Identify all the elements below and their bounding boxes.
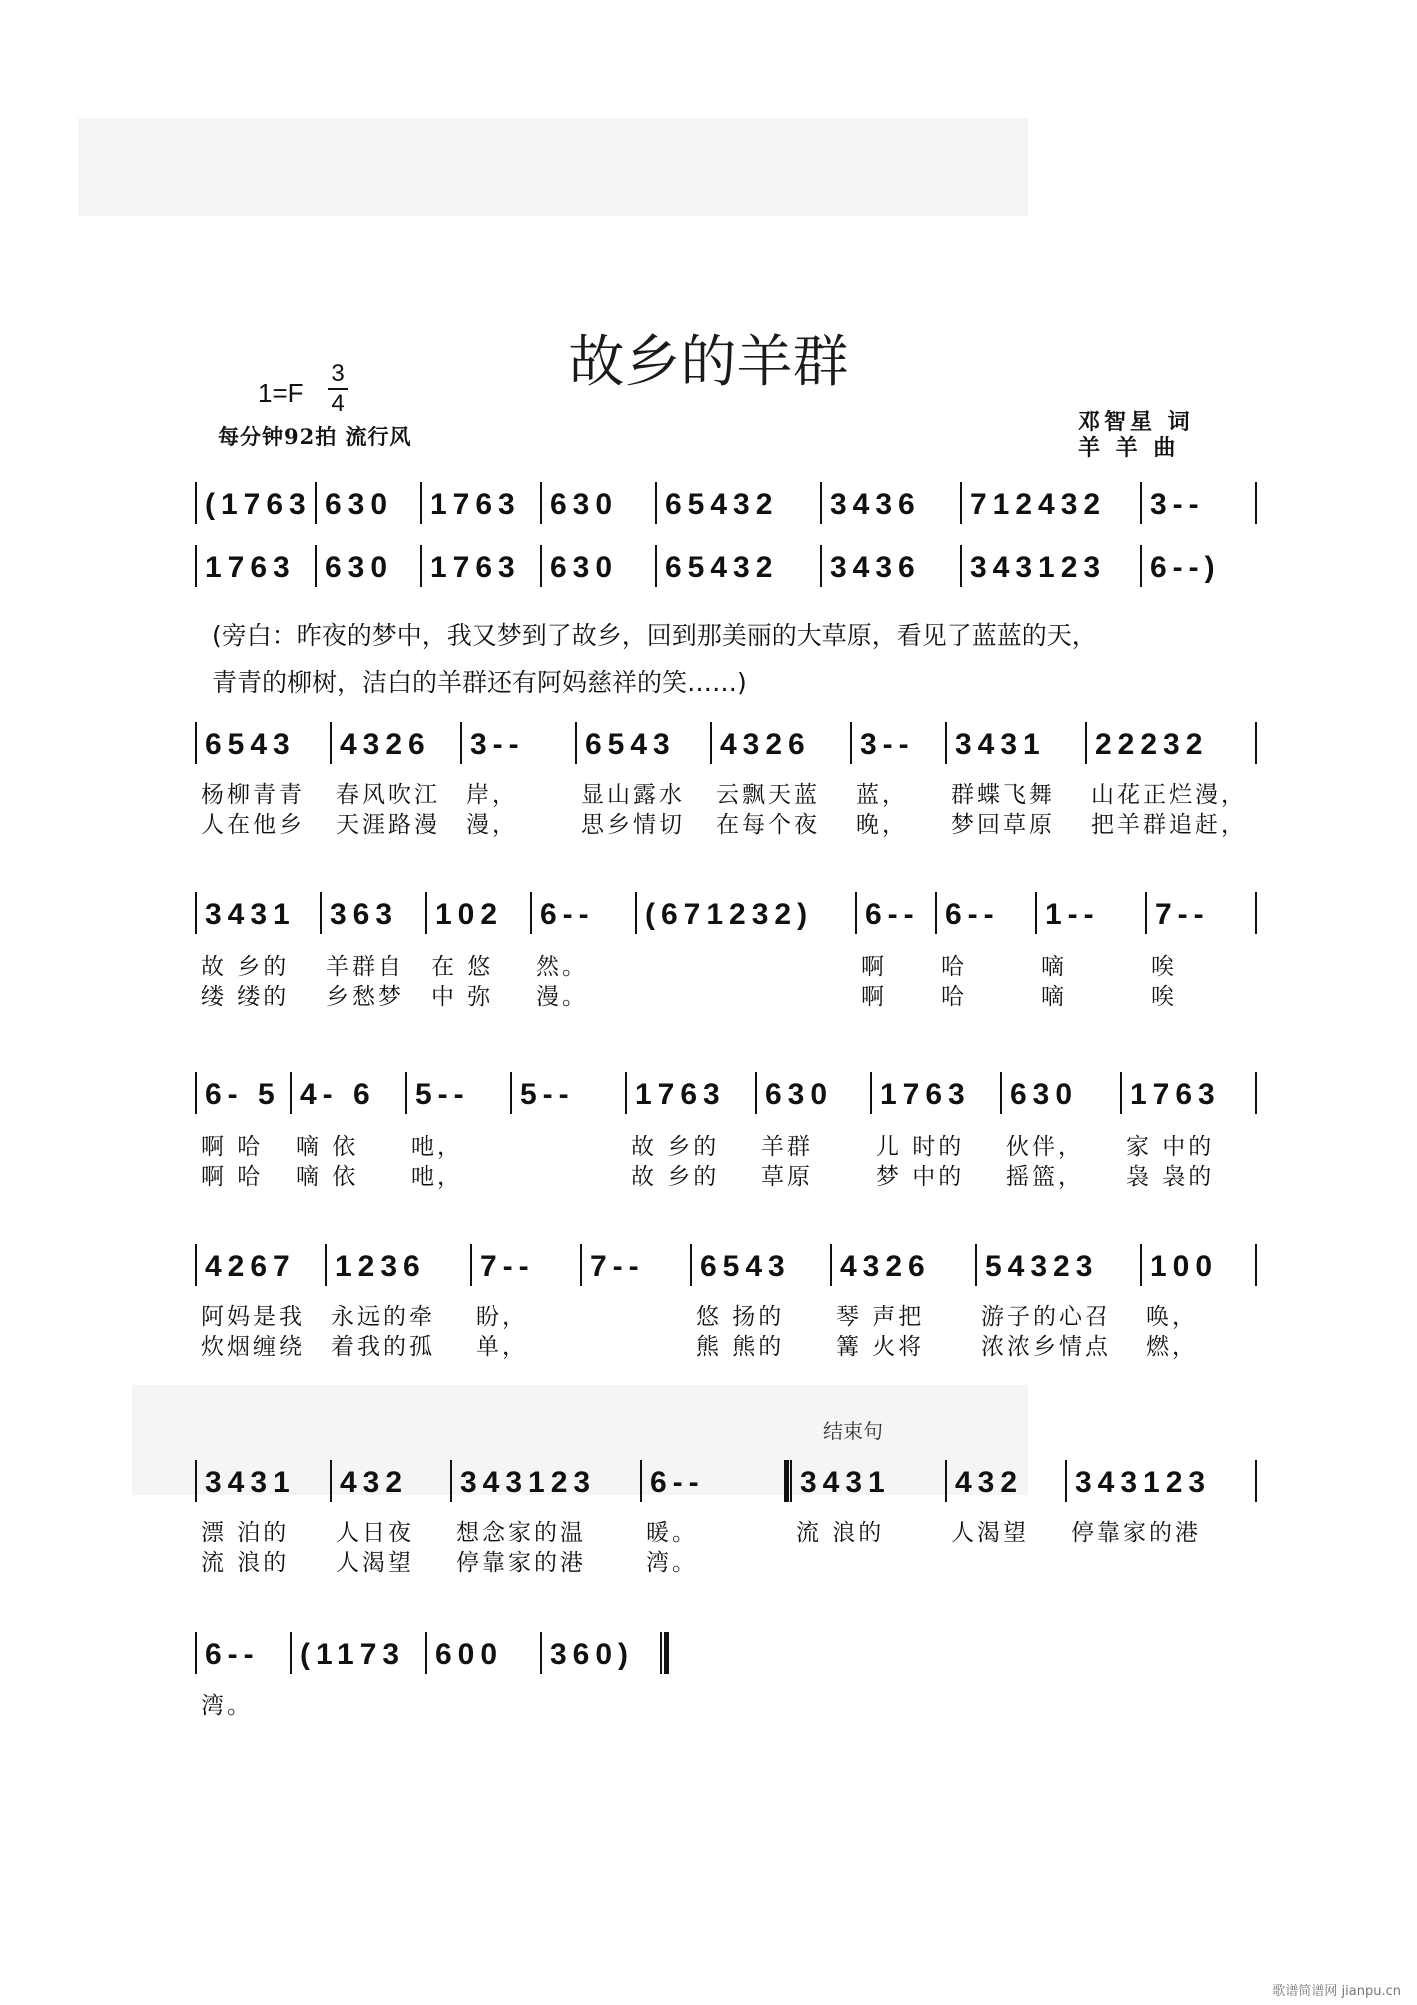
measure-notes: 1-- bbox=[1045, 898, 1100, 931]
measure-notes: 22232 bbox=[1095, 728, 1209, 761]
bar-line bbox=[460, 722, 462, 764]
measure-notes: 343123 bbox=[460, 1466, 597, 1499]
final-bar bbox=[664, 1632, 669, 1674]
bar-line bbox=[195, 722, 197, 764]
lyric-1: 杨柳青青 bbox=[201, 782, 305, 808]
bar-line bbox=[1140, 1244, 1142, 1286]
lyric-2: 梦回草原 bbox=[951, 812, 1055, 838]
bar-line bbox=[425, 892, 427, 934]
measure-notes: 4- 6 bbox=[300, 1078, 376, 1111]
measure-notes: 432 bbox=[340, 1466, 409, 1499]
bar-line bbox=[195, 1460, 197, 1502]
bar-line bbox=[450, 1460, 452, 1502]
measure-notes: 6- 5 bbox=[205, 1078, 281, 1111]
measure-notes: 3436 bbox=[830, 551, 921, 584]
lyric-2: 乡愁梦 bbox=[326, 984, 404, 1010]
bar-line bbox=[1255, 1244, 1257, 1286]
measure-notes: 343123 bbox=[1075, 1466, 1212, 1499]
measure-notes: 65432 bbox=[665, 488, 779, 521]
bar-line bbox=[945, 1460, 947, 1502]
lyric-2: 唉 bbox=[1151, 984, 1177, 1010]
bar-line bbox=[540, 1632, 542, 1674]
lyric-1: 暖。 bbox=[646, 1520, 698, 1546]
measure-notes: 630 bbox=[325, 488, 394, 521]
time-signature bbox=[328, 360, 348, 418]
bar-line bbox=[405, 1072, 407, 1114]
lyric-1: 哈 bbox=[941, 954, 967, 980]
bar-line bbox=[1065, 1460, 1067, 1502]
lyric-2: 篝 火将 bbox=[836, 1334, 925, 1360]
bar-line bbox=[575, 722, 577, 764]
bar-line bbox=[655, 482, 657, 524]
measure-notes: 1763 bbox=[205, 551, 296, 584]
bar-line bbox=[850, 722, 852, 764]
bar-line bbox=[1120, 1072, 1122, 1114]
lyric-2: 炊烟缠绕 bbox=[201, 1334, 305, 1360]
bar-line bbox=[325, 1244, 327, 1286]
measure-notes: 7-- bbox=[590, 1250, 645, 1283]
measure-notes: 5-- bbox=[415, 1078, 470, 1111]
lyric-2: 嘀 依 bbox=[296, 1164, 359, 1190]
measure-notes: 6-- bbox=[205, 1638, 260, 1671]
watermark: 歌谱简谱网 jianpu.cn bbox=[1272, 1984, 1401, 1999]
time-sig-top: 3 bbox=[331, 360, 345, 387]
measure-notes: 6-- bbox=[865, 898, 920, 931]
measure-notes: 630 bbox=[325, 551, 394, 584]
measure-notes: 3436 bbox=[830, 488, 921, 521]
measure-notes: 630 bbox=[550, 488, 619, 521]
measure-notes: 1236 bbox=[335, 1250, 426, 1283]
lyric-2: 中 弥 bbox=[431, 984, 494, 1010]
bar-line bbox=[1255, 1460, 1257, 1502]
lyric-1: 游子的心召 bbox=[981, 1304, 1111, 1330]
bar-line bbox=[935, 892, 937, 934]
bar-line bbox=[960, 545, 962, 587]
lyric-2: 吔， bbox=[411, 1164, 463, 1190]
lyric-2: 哈 bbox=[941, 984, 967, 1010]
lyric-1: 人日夜 bbox=[336, 1520, 414, 1546]
measure-notes: 6-- bbox=[945, 898, 1000, 931]
bar-line bbox=[315, 482, 317, 524]
lyric-2: 把羊群追赶， bbox=[1091, 812, 1247, 838]
lyric-2: 天涯路漫 bbox=[336, 812, 440, 838]
lyric-1: 云飘天蓝 bbox=[716, 782, 820, 808]
measure-notes: 65432 bbox=[665, 551, 779, 584]
lyric-1: 流 浪的 bbox=[796, 1520, 885, 1546]
lyric-1: 想念家的温 bbox=[456, 1520, 586, 1546]
lyric-1: 阿妈是我 bbox=[201, 1304, 305, 1330]
measure-notes: 1763 bbox=[430, 488, 521, 521]
measure-notes: 432 bbox=[955, 1466, 1024, 1499]
bar-line bbox=[1255, 482, 1257, 524]
key-signature: 1=F bbox=[258, 378, 304, 408]
lyric-1: 盼， bbox=[476, 1304, 528, 1330]
bar-line bbox=[640, 1460, 642, 1502]
lyric-2: 啊 哈 bbox=[201, 1164, 264, 1190]
lyric-1: 群蝶飞舞 bbox=[951, 782, 1055, 808]
measure-notes: 1763 bbox=[880, 1078, 971, 1111]
lyric-2: 故 乡的 bbox=[631, 1164, 720, 1190]
measure-notes: 600 bbox=[435, 1638, 504, 1671]
bar-line bbox=[945, 722, 947, 764]
lyric-1: 在 悠 bbox=[431, 954, 494, 980]
scan-shade bbox=[78, 118, 1028, 216]
lyric-1: 羊群自 bbox=[326, 954, 404, 980]
bar-line bbox=[1255, 892, 1257, 934]
lyric-2: 思乡情切 bbox=[581, 812, 685, 838]
measure-notes: 363 bbox=[330, 898, 399, 931]
bar-line bbox=[790, 1460, 792, 1502]
lyric-2: 漫。 bbox=[536, 984, 588, 1010]
measure-notes: 3-- bbox=[1150, 488, 1205, 521]
lyric-2: 浓浓乡情点 bbox=[981, 1334, 1111, 1360]
bar-line bbox=[530, 892, 532, 934]
measure-notes: 3431 bbox=[800, 1466, 891, 1499]
lyric-1: 春风吹江 bbox=[336, 782, 440, 808]
lyric-1: 蓝， bbox=[856, 782, 908, 808]
bar-line bbox=[195, 545, 197, 587]
measure-notes: 3431 bbox=[955, 728, 1046, 761]
narration-line-2: 青青的柳树，洁白的羊群还有阿妈慈祥的笑……) bbox=[212, 668, 747, 697]
bar-line bbox=[820, 482, 822, 524]
bar-line bbox=[195, 1632, 197, 1674]
lyric-1: 岸， bbox=[466, 782, 518, 808]
measure-notes: 3-- bbox=[860, 728, 915, 761]
song-title: 故乡的羊群 bbox=[568, 330, 849, 395]
lyric-1: 显山露水 bbox=[581, 782, 685, 808]
measure-notes: 4326 bbox=[720, 728, 811, 761]
tempo-marking: 每分钟92拍 流行风 bbox=[218, 424, 412, 449]
lyric-2: 梦 中的 bbox=[876, 1164, 965, 1190]
bar-line bbox=[290, 1632, 292, 1674]
measure-notes: 102 bbox=[435, 898, 504, 931]
measure-notes: 6-- bbox=[650, 1466, 705, 1499]
measure-notes: (1763 bbox=[205, 488, 312, 521]
narration-line-1: (旁白：昨夜的梦中，我又梦到了故乡，回到那美丽的大草原，看见了蓝蓝的天， bbox=[212, 621, 1097, 650]
lyric-2: 停靠家的港 bbox=[456, 1550, 586, 1576]
bar-line bbox=[755, 1072, 757, 1114]
bar-line bbox=[1145, 892, 1147, 934]
bar-line bbox=[290, 1072, 292, 1114]
lyric-1: 嘀 bbox=[1041, 954, 1067, 980]
measure-notes: 360) bbox=[550, 1638, 635, 1671]
lyric-2: 流 浪的 bbox=[201, 1550, 290, 1576]
lyric-2: 人渴望 bbox=[336, 1550, 414, 1576]
bar-line bbox=[660, 1632, 662, 1674]
measure-notes: (1173 bbox=[300, 1638, 406, 1671]
bar-line bbox=[1140, 545, 1142, 587]
bar-line bbox=[1035, 892, 1037, 934]
lyric-2: 晚， bbox=[856, 812, 908, 838]
bar-line bbox=[960, 482, 962, 524]
lyric-1: 唉 bbox=[1151, 954, 1177, 980]
bar-line bbox=[1085, 722, 1087, 764]
lyric-2: 摇篮， bbox=[1006, 1164, 1084, 1190]
repeat-bar bbox=[784, 1460, 789, 1502]
lyric-2: 缕 缕的 bbox=[201, 984, 290, 1010]
measure-notes: 6-- bbox=[540, 898, 595, 931]
bar-line bbox=[710, 722, 712, 764]
measure-notes: 3431 bbox=[205, 1466, 296, 1499]
lyric-2: 草原 bbox=[761, 1164, 813, 1190]
measure-notes: 6543 bbox=[700, 1250, 791, 1283]
bar-line bbox=[1000, 1072, 1002, 1114]
lyric-1: 然。 bbox=[536, 954, 588, 980]
bar-line bbox=[690, 1244, 692, 1286]
composer-credit: 羊 羊 曲 bbox=[1078, 435, 1180, 461]
measure-notes: (671232) bbox=[645, 898, 814, 931]
lyric-2: 啊 bbox=[861, 984, 887, 1010]
lyric-1: 停靠家的港 bbox=[1071, 1520, 1201, 1546]
bar-line bbox=[330, 722, 332, 764]
bar-line bbox=[830, 1244, 832, 1286]
measure-notes: 1763 bbox=[1130, 1078, 1221, 1111]
bar-line bbox=[580, 1244, 582, 1286]
lyric-1: 人渴望 bbox=[951, 1520, 1029, 1546]
bar-line bbox=[1255, 1072, 1257, 1114]
measure-notes: 1763 bbox=[635, 1078, 726, 1111]
measure-notes: 4326 bbox=[840, 1250, 931, 1283]
measure-notes: 6--) bbox=[1150, 551, 1221, 584]
measure-notes: 630 bbox=[550, 551, 619, 584]
lyric-1: 山花正烂漫， bbox=[1091, 782, 1247, 808]
bar-line bbox=[195, 892, 197, 934]
bar-line bbox=[820, 545, 822, 587]
bar-line bbox=[540, 482, 542, 524]
lyric-1: 悠 扬的 bbox=[696, 1304, 785, 1330]
measure-notes: 6543 bbox=[205, 728, 296, 761]
bar-line bbox=[315, 545, 317, 587]
bar-line bbox=[1255, 722, 1257, 764]
lyric-1: 啊 哈 bbox=[201, 1134, 264, 1160]
bar-line bbox=[195, 1244, 197, 1286]
measure-notes: 7-- bbox=[480, 1250, 535, 1283]
measure-notes: 100 bbox=[1150, 1250, 1219, 1283]
bar-line bbox=[870, 1072, 872, 1114]
measure-notes: 4267 bbox=[205, 1250, 296, 1283]
measure-notes: 7-- bbox=[1155, 898, 1210, 931]
time-sig-bottom: 4 bbox=[331, 390, 345, 417]
bar-line bbox=[1140, 482, 1142, 524]
bar-line bbox=[625, 1072, 627, 1114]
bar-line bbox=[470, 1244, 472, 1286]
lyric-2: 袅 袅的 bbox=[1126, 1164, 1215, 1190]
bar-line bbox=[195, 1072, 197, 1114]
bar-line bbox=[855, 892, 857, 934]
lyric-1: 儿 时的 bbox=[876, 1134, 965, 1160]
lyric-1: 啊 bbox=[861, 954, 887, 980]
measure-notes: 3431 bbox=[205, 898, 296, 931]
bar-line bbox=[320, 892, 322, 934]
lyric-2: 单， bbox=[476, 1334, 528, 1360]
lyric-2: 人在他乡 bbox=[201, 812, 305, 838]
bar-line bbox=[420, 545, 422, 587]
measure-notes: 712432 bbox=[970, 488, 1107, 521]
bar-line bbox=[975, 1244, 977, 1286]
measure-notes: 630 bbox=[765, 1078, 834, 1111]
lyric-1: 伙伴， bbox=[1006, 1134, 1084, 1160]
lyric-2: 嘀 bbox=[1041, 984, 1067, 1010]
lyric-1: 唤， bbox=[1146, 1304, 1198, 1330]
measure-notes: 630 bbox=[1010, 1078, 1079, 1111]
measure-notes: 343123 bbox=[970, 551, 1107, 584]
lyric-1: 家 中的 bbox=[1126, 1134, 1215, 1160]
lyric-1: 嘀 依 bbox=[296, 1134, 359, 1160]
bar-line bbox=[195, 482, 197, 524]
measure-notes: 6543 bbox=[585, 728, 676, 761]
lyric-1: 故 乡的 bbox=[631, 1134, 720, 1160]
lyric-1: 故 乡的 bbox=[201, 954, 290, 980]
lyric-2: 燃， bbox=[1146, 1334, 1198, 1360]
lyric-1: 琴 声把 bbox=[836, 1304, 925, 1330]
measure-notes: 1763 bbox=[430, 551, 521, 584]
lyric-2: 在每个夜 bbox=[716, 812, 820, 838]
lyric-2: 漫， bbox=[466, 812, 518, 838]
bar-line bbox=[635, 892, 637, 934]
lyric-1: 永远的牵 bbox=[331, 1304, 435, 1330]
lyric-1: 羊群 bbox=[761, 1134, 813, 1160]
bar-line bbox=[655, 545, 657, 587]
bar-line bbox=[420, 482, 422, 524]
measure-notes: 4326 bbox=[340, 728, 431, 761]
bar-line bbox=[425, 1632, 427, 1674]
lyric-2: 熊 熊的 bbox=[696, 1334, 785, 1360]
lyric-1: 湾。 bbox=[201, 1693, 253, 1719]
lyric-2: 着我的孤 bbox=[331, 1334, 435, 1360]
bar-line bbox=[510, 1072, 512, 1114]
measure-notes: 3-- bbox=[470, 728, 525, 761]
bar-line bbox=[330, 1460, 332, 1502]
measure-notes: 5-- bbox=[520, 1078, 575, 1111]
lyricist-credit: 邓智星 词 bbox=[1078, 409, 1194, 435]
lyric-2: 湾。 bbox=[646, 1550, 698, 1576]
lyric-1: 吔， bbox=[411, 1134, 463, 1160]
bar-line bbox=[540, 545, 542, 587]
ending-label: 结束句 bbox=[823, 1419, 883, 1443]
lyric-1: 漂 泊的 bbox=[201, 1520, 290, 1546]
measure-notes: 54323 bbox=[985, 1250, 1099, 1283]
